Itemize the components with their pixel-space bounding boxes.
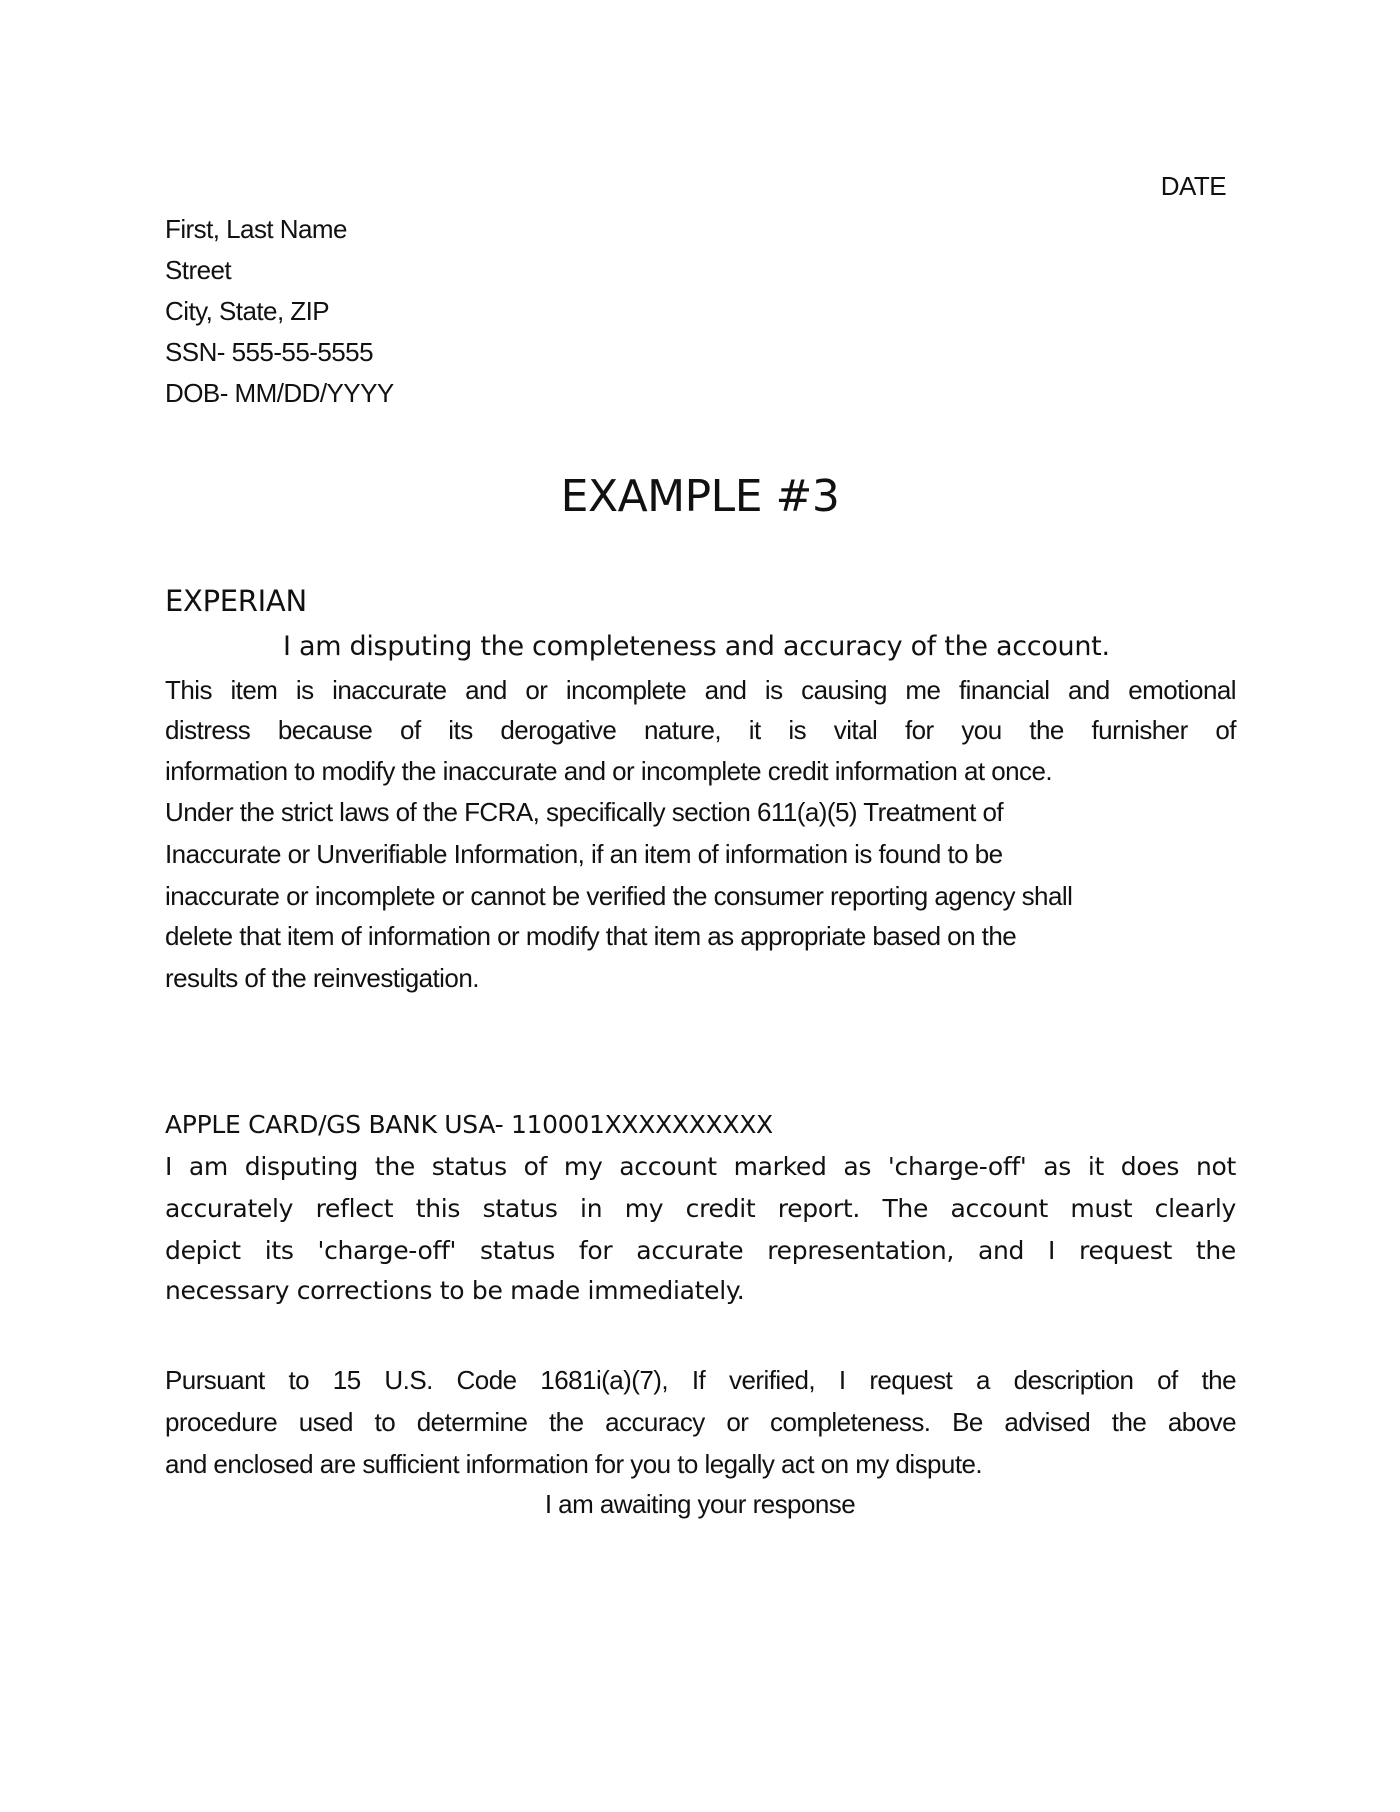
- sender-dob: DOB- MM/DD/YYYY: [165, 378, 394, 408]
- sender-ssn: SSN- 555-55-5555: [165, 337, 373, 367]
- account-line: APPLE CARD/GS BANK USA- 110001XXXXXXXXXX: [165, 1110, 773, 1139]
- closing-line: I am awaiting your response: [544, 1489, 856, 1519]
- paragraph1-line: This item is inaccurate and or incomplete and is causing me financial and emotional: [165, 675, 1236, 705]
- paragraph1-line: inaccurate or incomplete or cannot be verified the consumer reporting agency shall: [165, 881, 1073, 911]
- paragraph2-line: accurately reflect this status in my credit report. The account must clearly: [165, 1194, 1236, 1223]
- paragraph1-line: delete that item of information or modify that item as appropriate based on the: [165, 921, 1017, 951]
- paragraph3-line: procedure used to determine the accuracy or completeness. Be advised the above: [165, 1407, 1236, 1437]
- sender-street: Street: [165, 255, 232, 285]
- date: DATE: [1160, 171, 1226, 201]
- sender-city: City, State, ZIP: [165, 296, 330, 326]
- paragraph3-line: Pursuant to 15 U.S. Code 1681i(a)(7), If verified, I request a description of the: [165, 1365, 1236, 1395]
- bureau-name: EXPERIAN: [165, 584, 307, 618]
- intro-line: I am disputing the completeness and accuracy of the account.: [283, 631, 1110, 662]
- document-title: EXAMPLE #3: [560, 471, 840, 522]
- sender-name: First, Last Name: [165, 214, 347, 244]
- paragraph1-line: distress because of its derogative nature, it is vital for you the furnisher of: [165, 715, 1236, 745]
- paragraph2-line: I am disputing the status of my account marked as 'charge-off' as it does not: [165, 1152, 1236, 1181]
- paragraph1-line: information to modify the inaccurate and or incomplete credit information at once.: [165, 756, 1053, 786]
- paragraph1-line: results of the reinvestigation.: [165, 963, 479, 993]
- paragraph3-line: and enclosed are sufficient information for you to legally act on my dispute.: [165, 1449, 983, 1479]
- paragraph1-line: Under the strict laws of the FCRA, specifically section 611(a)(5) Treatment of: [165, 797, 1004, 827]
- paragraph2-line: necessary corrections to be made immediately.: [165, 1276, 745, 1305]
- paragraph2-line: depict its 'charge-off' status for accurate representation, and I request the: [165, 1236, 1236, 1265]
- paragraph1-line: Inaccurate or Unverifiable Information, if an item of information is found to be: [165, 839, 1003, 869]
